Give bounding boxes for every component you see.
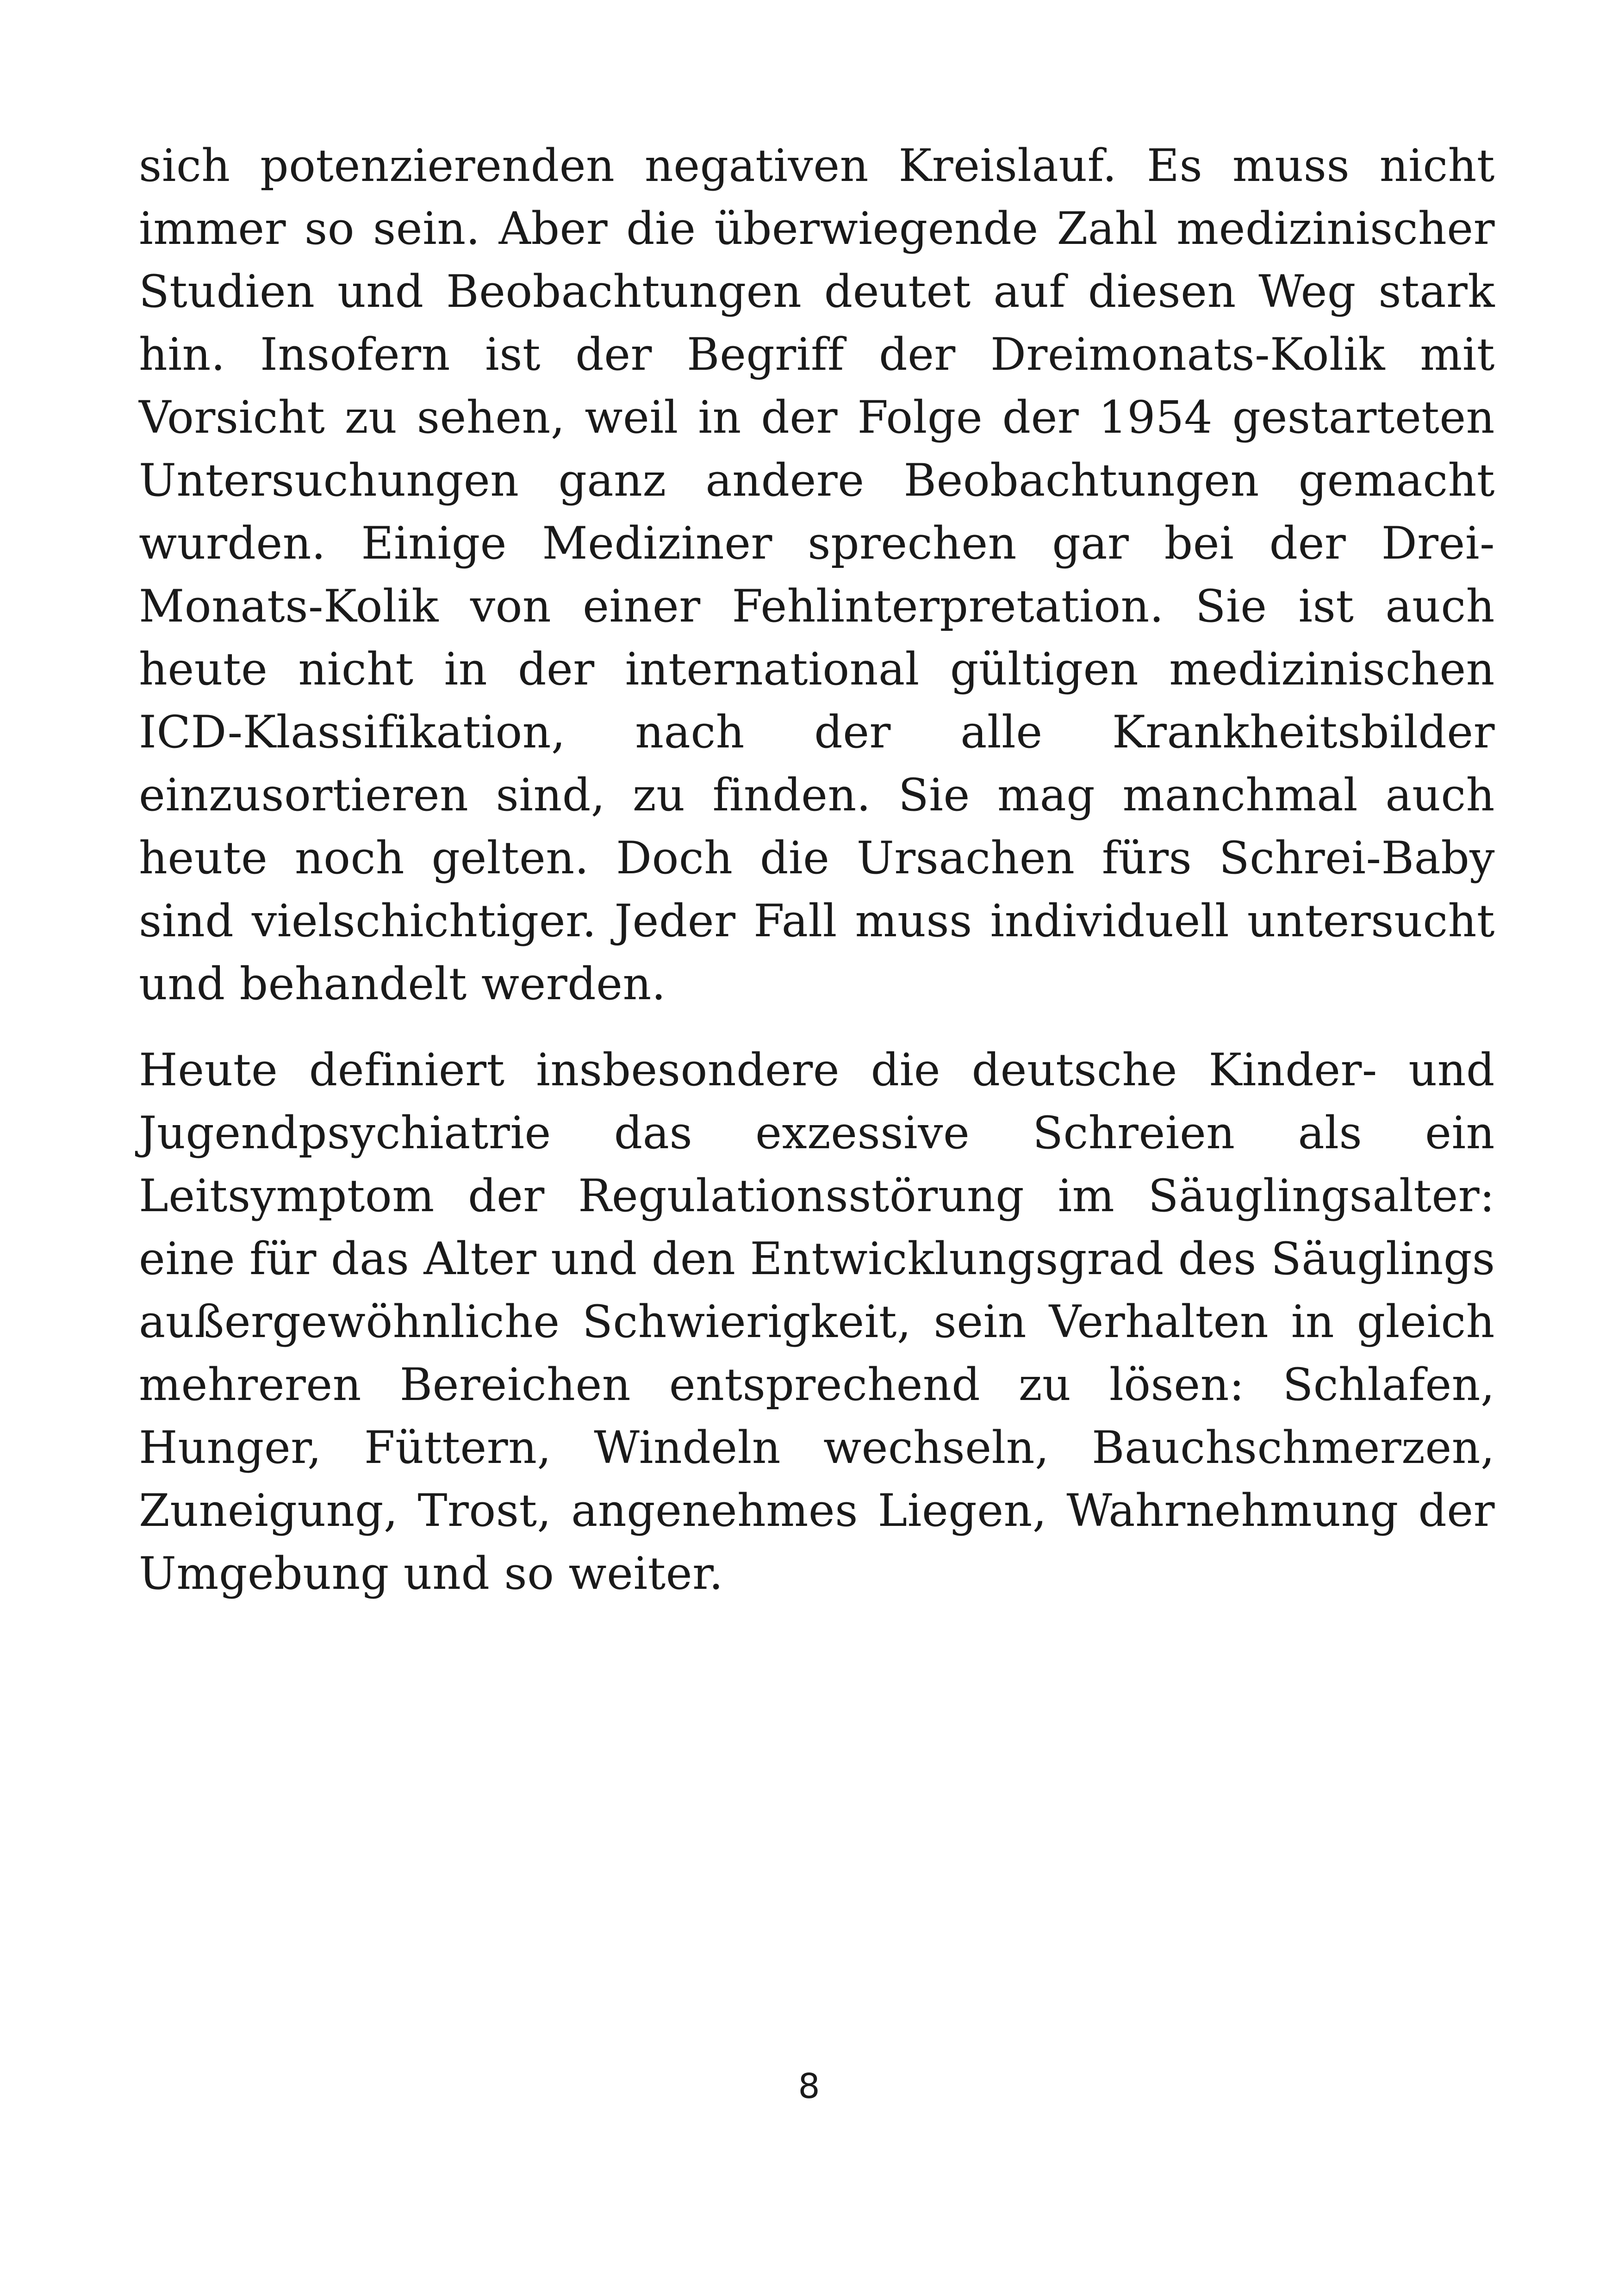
page-body <box>139 134 1495 1605</box>
text-line: sich potenzierenden negativen Kreislauf. Es muss nicht <box>139 140 1495 192</box>
text-line: heute nicht in der international gültigen medizinischen <box>139 643 1495 695</box>
text-line: wurden. Einige Mediziner sprechen gar bei der Drei- <box>139 517 1495 569</box>
text-line: Vorsicht zu sehen, weil in der Folge der 1954 gestarteten <box>139 392 1495 443</box>
text-line: und behandelt werden. <box>139 958 666 1010</box>
paragraph-2 <box>139 1039 1495 1605</box>
text-line: Heute definiert insbesondere die deutsche Kinder- und <box>139 1044 1495 1096</box>
text-line: Zuneigung, Trost, angenehmes Liegen, Wahrnehmung der <box>139 1485 1495 1537</box>
text-line: immer so sein. Aber die überwiegende Zahl medizinischer <box>139 203 1495 255</box>
text-line: Studien und Beobachtungen deutet auf diesen Weg stark <box>139 266 1495 317</box>
page-number: 8 <box>798 2066 820 2106</box>
text-line: Hunger, Füttern, Windeln wechseln, Bauchschmerzen, <box>139 1422 1495 1474</box>
text-line: mehreren Bereichen entsprechend zu lösen: Schlafen, <box>139 1359 1495 1411</box>
text-line: Untersuchungen ganz andere Beobachtungen gemacht <box>139 454 1495 506</box>
text-line: heute noch gelten. Doch die Ursachen fürs Schrei-Baby <box>139 832 1495 884</box>
text-line: Jugendpsychiatrie das exzessive Schreien als ein <box>139 1107 1495 1159</box>
paragraph-1 <box>139 134 1495 1015</box>
text-line: Umgebung und so weiter. <box>139 1548 723 1599</box>
text-line: Leitsymptom der Regulationsstörung im Säuglingsalter: <box>139 1170 1495 1222</box>
text-line: ICD-Klassifikation, nach der alle Krankheitsbilder <box>139 706 1495 758</box>
text-line: eine für das Alter und den Entwicklungsgrad des Säuglings <box>139 1233 1495 1285</box>
text-line: außergewöhnliche Schwierigkeit, sein Verhalten in gleich <box>139 1296 1495 1348</box>
text-line: sind vielschichtiger. Jeder Fall muss individuell untersucht <box>139 895 1495 947</box>
text-line: Monats-Kolik von einer Fehlinterpretation. Sie ist auch <box>139 580 1495 632</box>
text-line: einzusortieren sind, zu finden. Sie mag manchmal auch <box>139 769 1495 821</box>
text-line: hin. Insofern ist der Begriff der Dreimonats-Kolik mit <box>139 329 1495 380</box>
